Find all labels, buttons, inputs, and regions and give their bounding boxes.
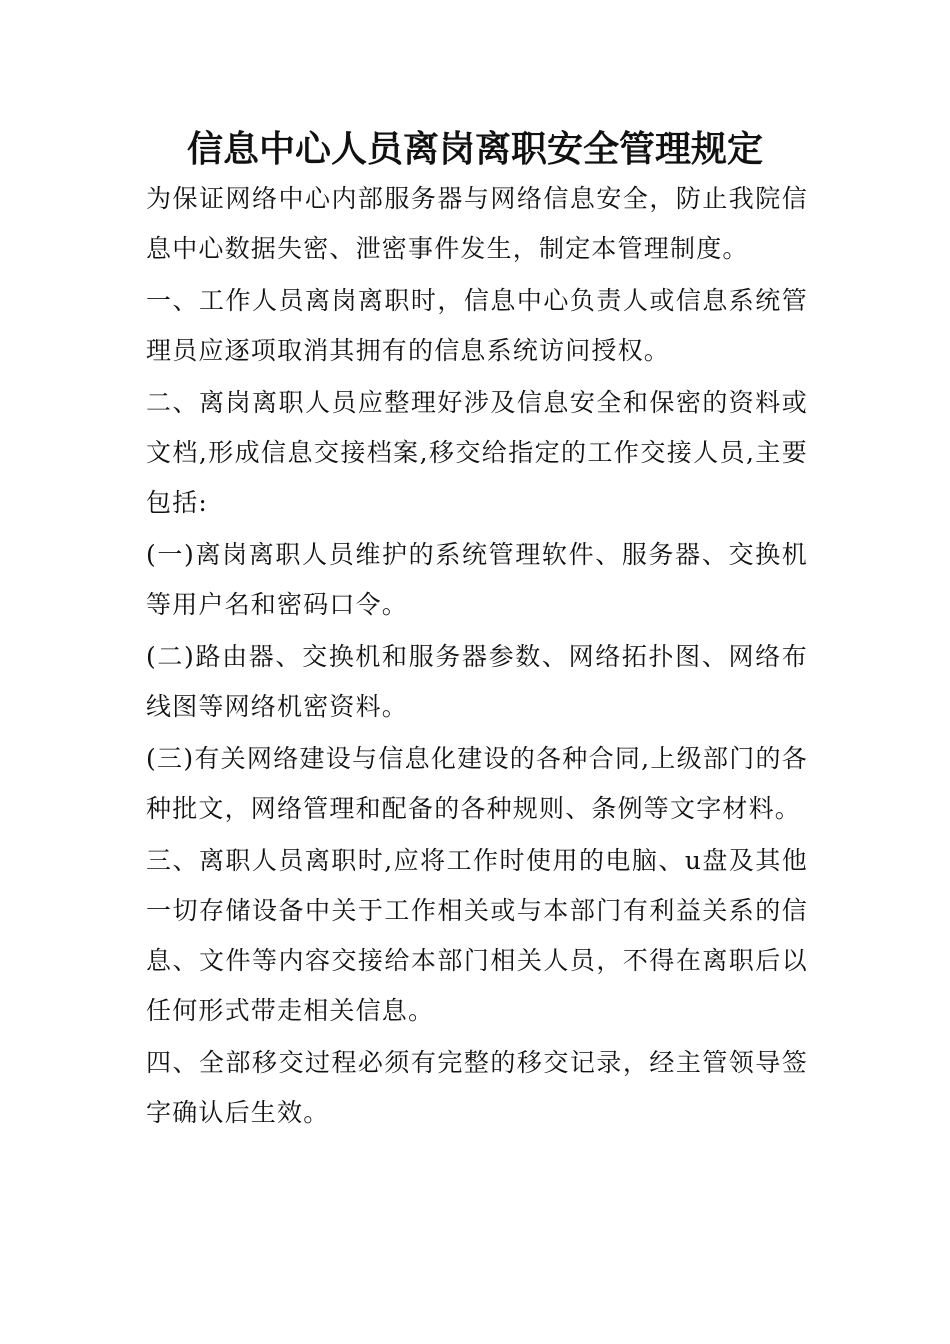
paragraph-clause-3: 三、离职人员离职时,应将工作时使用的电脑、u盘及其他一切存储设备中关于工作相关或与本部门有利益关系的信息、文件等内容交接给本部门相关人员，不得在离职后以任何形式带走相关信息。 xyxy=(146,846,808,1025)
document-body xyxy=(146,174,808,1140)
paragraph-clause-2: 二、离岗离职人员应整理好涉及信息安全和保密的资料或文档,形成信息交接档案,移交给指定的工作交接人员,主要包括: xyxy=(146,388,808,517)
paragraph-clause-1: 一、工作人员离岗离职时，信息中心负责人或信息系统管理员应逐项取消其拥有的信息系统访问授权。 xyxy=(146,286,808,365)
paragraph-item-1: (一)离岗离职人员维护的系统管理软件、服务器、交换机等用户名和密码口令。 xyxy=(146,540,808,619)
paragraph-intro: 为保证网络中心内部服务器与网络信息安全，防止我院信息中心数据失密、泄密事件发生，制定本管理制度。 xyxy=(146,184,808,263)
paragraph-item-3: (三)有关网络建设与信息化建设的各种合同,上级部门的各种批文，网络管理和配备的各种规则、条例等文字材料。 xyxy=(146,744,808,823)
paragraph-item-2: (二)路由器、交换机和服务器参数、网络拓扑图、网络布线图等网络机密资料。 xyxy=(146,642,808,721)
paragraph-clause-4: 四、全部移交过程必须有完整的移交记录，经主管领导签字确认后生效。 xyxy=(146,1048,808,1127)
document-title: 信息中心人员离岗离职安全管理规定 xyxy=(186,128,763,170)
